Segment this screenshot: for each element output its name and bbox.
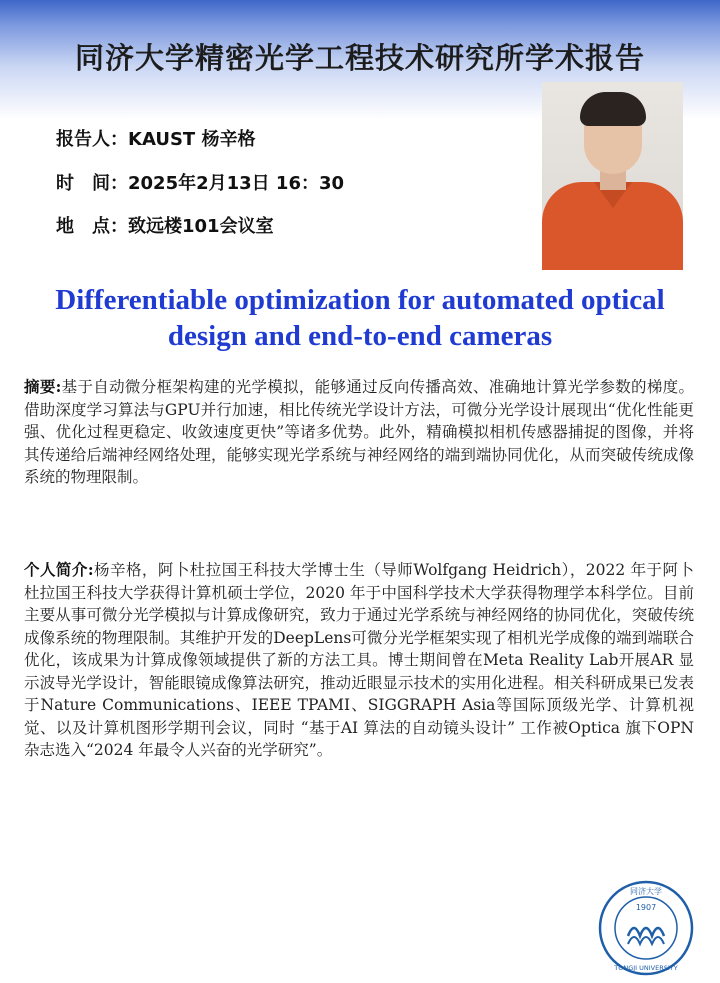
abstract-text: 基于自动微分框架构建的光学模拟，能够通过反向传播高效、准确地计算光学参数的梯度。借助深度学习算法与GPU并行加速，相比传统光学设计方法，可微分光学设计展现出“优化性能更强、优化过程更稳定、收敛速度更快”等诸多优势。此外，精确模拟相机传感器捕捉的图像，并将其传递给后端神经网络处理，能够实现光学系统与神经网络的端到端协同优化，从而突破传统成像系统的物理限制。 [24,378,694,486]
photo-hair [580,92,646,126]
bio-paragraph [24,559,694,762]
bio-label: 个人简介: [24,560,94,579]
place-line: 地 点：致远楼101会议室 [56,216,274,237]
time-line: 时 间：2025年2月13日 16：30 [56,173,345,194]
seal-name: TONGJI UNIVERSITY [614,964,678,972]
bio-text: 杨辛格，阿卜杜拉国王科技大学博士生（导师Wolfgang Heidrich），2022 年于阿卜杜拉国王科技大学获得计算机硕士学位，2020 年于中国科学技术大学获得物理学本科学位。目前主要从事可微分光学模拟与计算成像研究，致力于通过光学系统与神经网络的协同优化，突破传统成像系统的物理限制。其维护开发的DeepLens可微分光学框架实现了相机光学成像的端到端联合优化，该成果为计算成像领域提供了新的方法工具。博士期间曾在Meta Reality Lab开展AR 显示波导光学设计，智能眼镜成像算法研究，推动近眼显示技术的实用化进程。相关科研成果已发表于Nature Communications、IEEE TPAMI、SIGGRAPH Asia等国际顶级光学、计算机视觉、以及计算机图形学期刊会议，同时 “基于AI 算法的自动镜头设计” 工作被Optica 旗下OPN 杂志选入“2024 年最令人兴奋的光学研究”。 [24,561,694,759]
talk-title: Differentiable optimization for automated optical design and end-to-end cameras [55,284,665,352]
speaker-line: 报告人：KAUST 杨辛格 [56,129,256,150]
abstract-label: 摘要: [24,377,62,396]
seal-chars: 同济大学 [630,887,662,896]
university-seal-icon [598,880,694,976]
abstract-paragraph [24,376,694,489]
seal-year: 1907 [635,903,657,912]
speaker-photo [542,82,683,270]
page-title: 同济大学精密光学工程技术研究所学术报告 [74,41,645,75]
